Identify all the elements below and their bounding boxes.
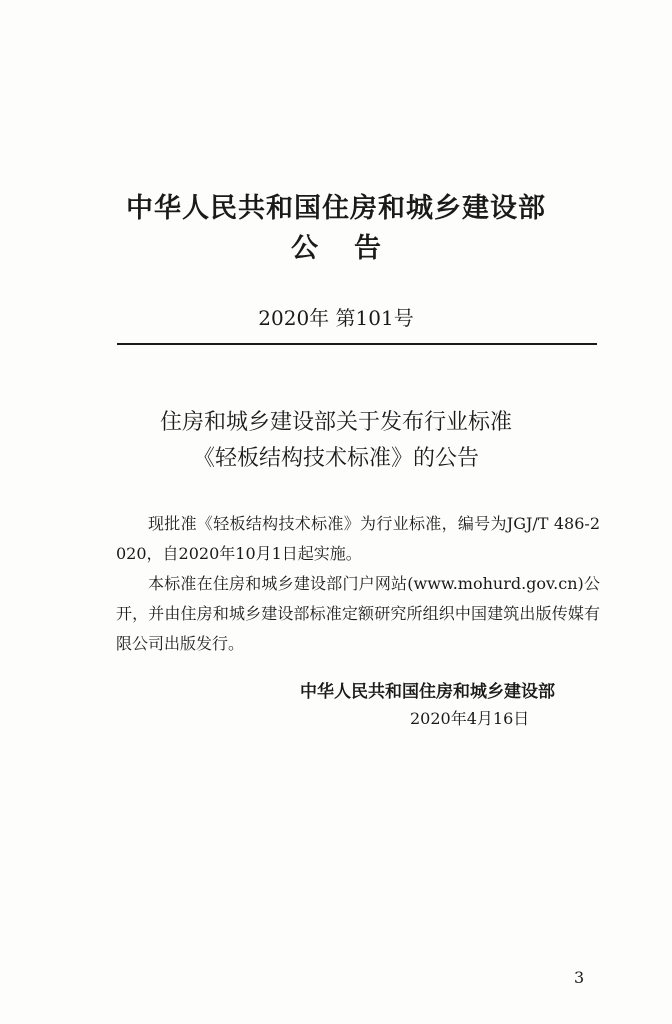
signature-issuer: 中华人民共和国住房和城乡建设部 [300,682,555,702]
page-number: 3 [574,968,585,987]
body-paragraph-2: 本标准在住房和城乡建设部门户网站(www.mohurd.gov.cn)公开，并由住房和城乡建设部标准定额研究所组织中国建筑出版传媒有限公司出版发行。 [116,574,600,653]
issue-date: 2020年4月16日 [410,709,530,728]
body-paragraph-1: 现批准《轻板结构技术标准》为行业标准，编号为JGJ/T 486-2020，自2020年10月1日起实施。 [116,514,600,563]
notice-title [0,405,672,477]
issuer-heading: 中华人民共和国住房和城乡建设部 [126,193,546,224]
header-divider [117,343,597,345]
document-number: 2020年 第101号 [258,306,414,330]
notice-body [116,509,600,659]
notice-title-line-1: 住房和城乡建设部关于发布行业标准 [159,410,512,435]
notice-title-line-2: 《轻板结构技术标准》的公告 [192,446,479,471]
document-type-heading: 公告 [291,233,417,264]
